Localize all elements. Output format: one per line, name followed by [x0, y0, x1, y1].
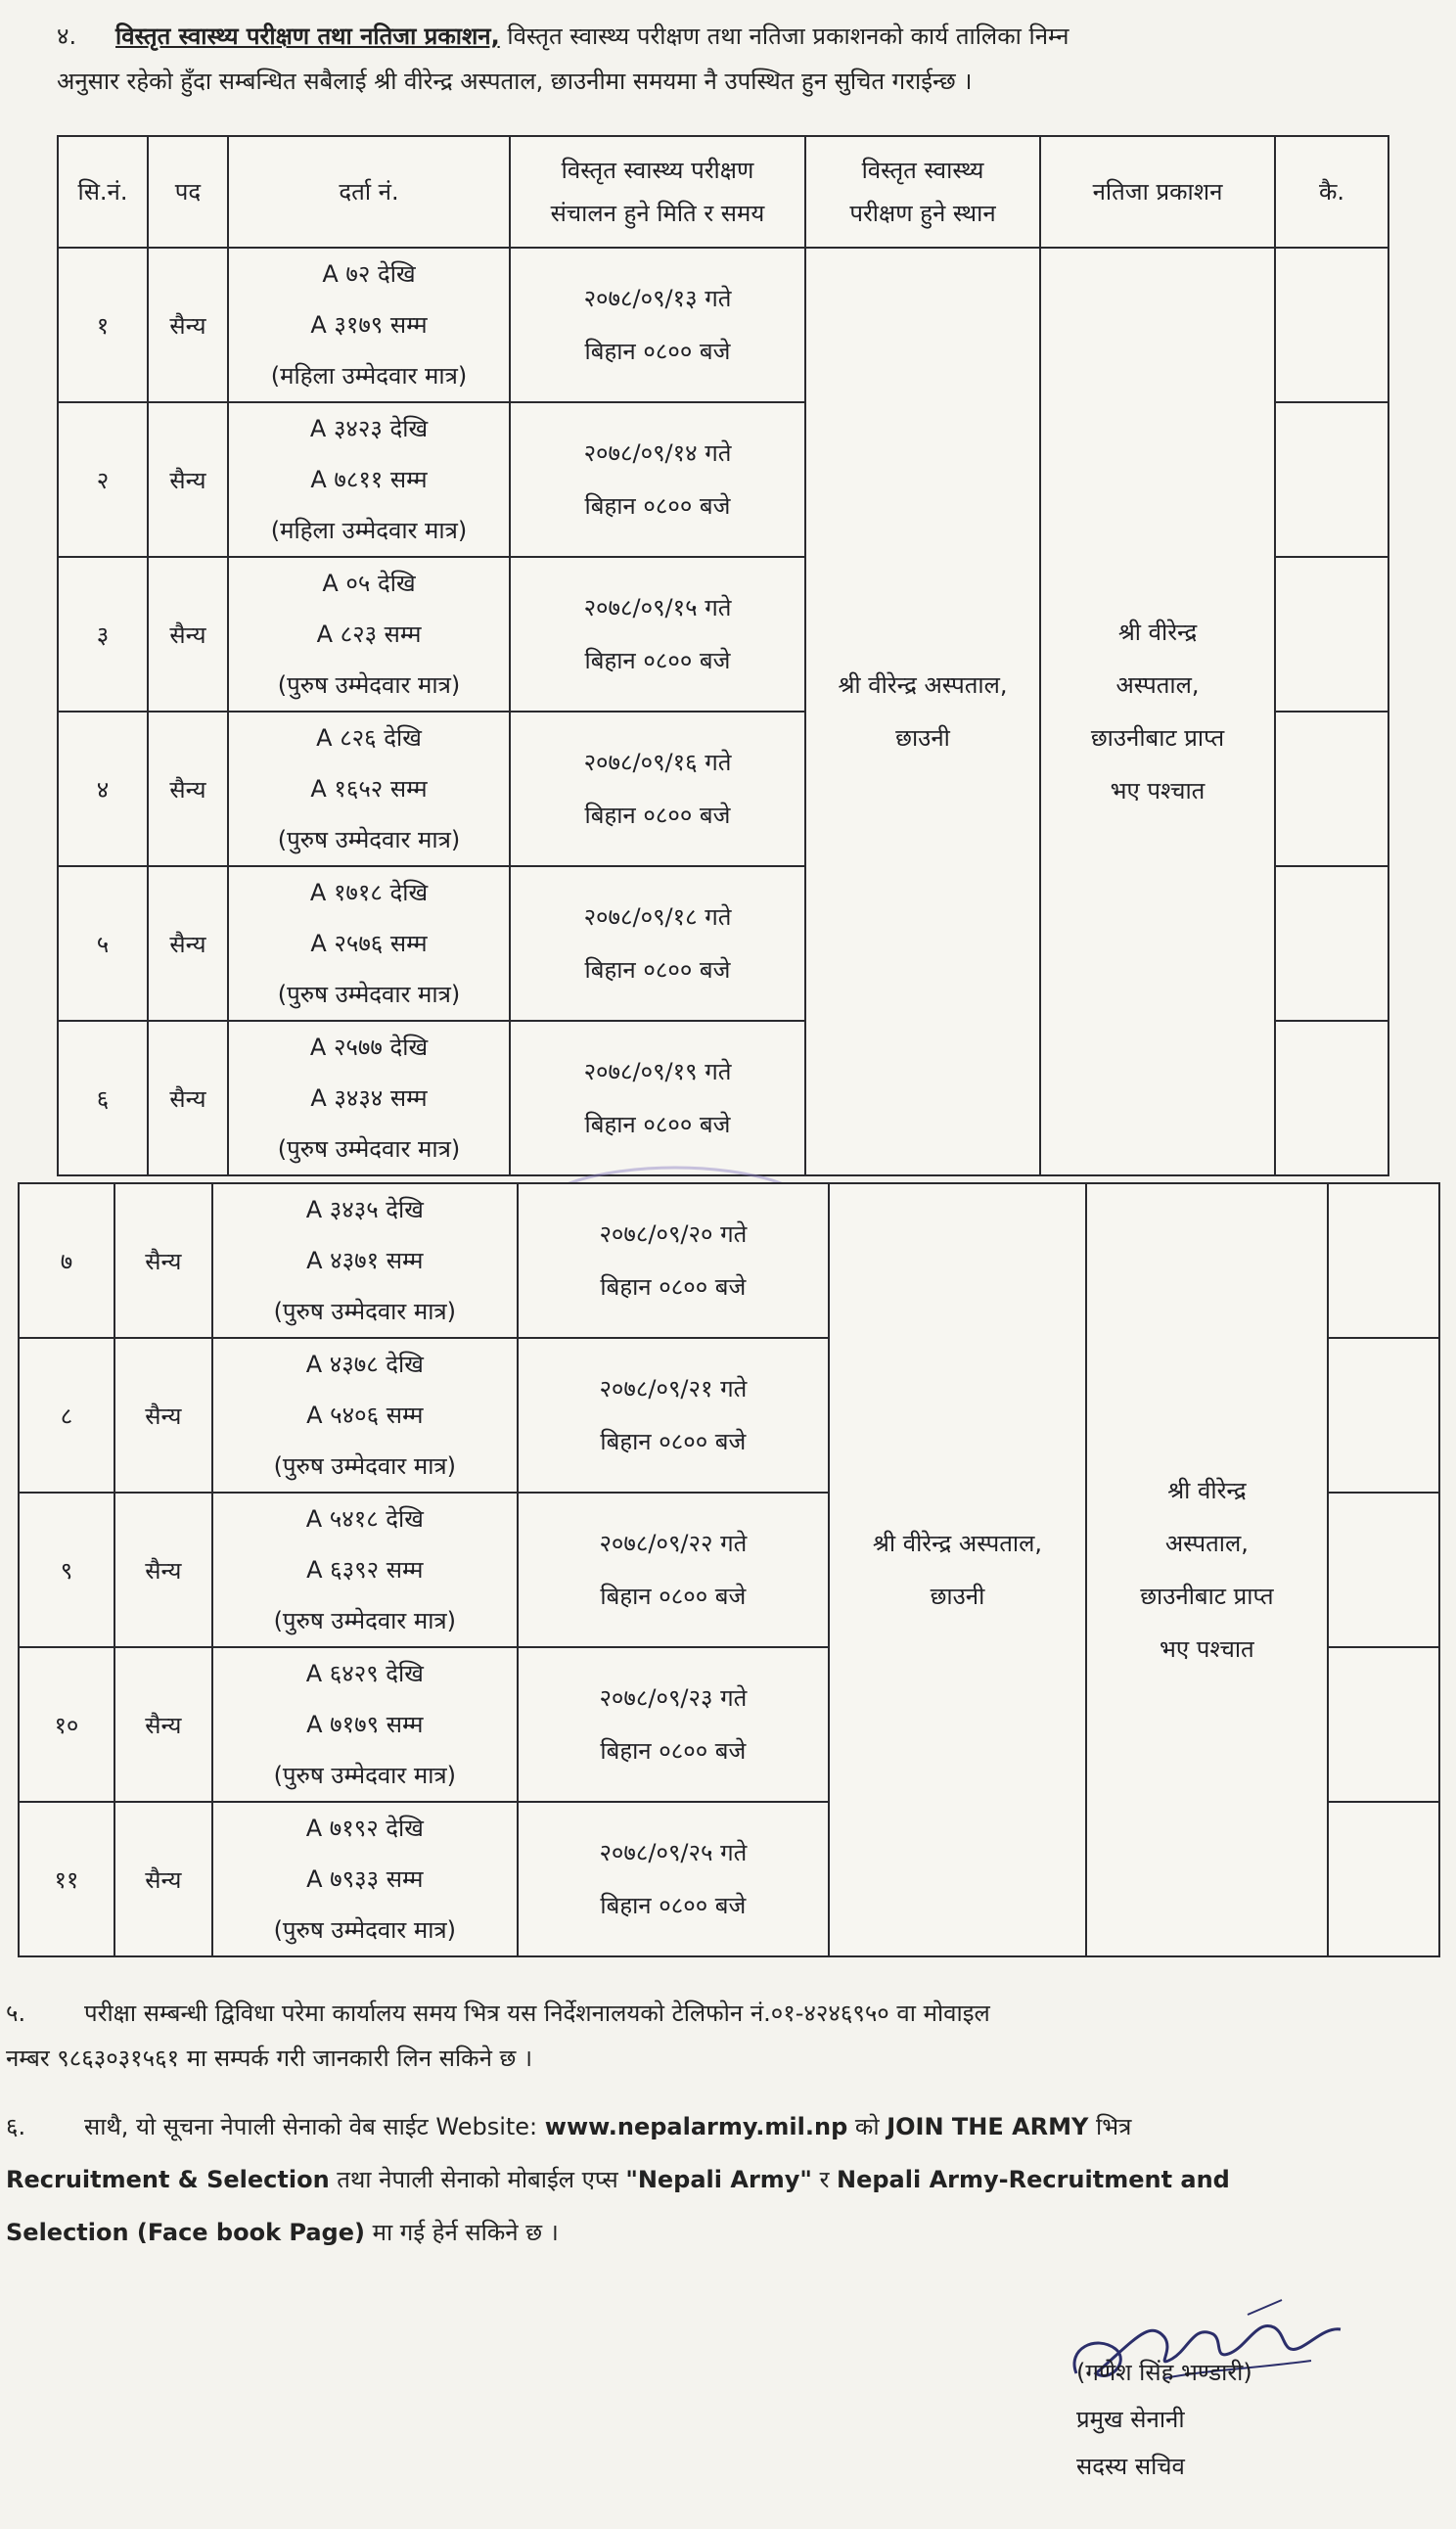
section-6-text: तथा नेपाली सेनाको मोबाईल एप्स	[329, 2166, 626, 2193]
range-note: (पुरुष उम्मेदवार मात्र)	[277, 1135, 461, 1163]
range-to: A ४३७१ सम्म	[306, 1247, 424, 1274]
cell-result-publication: श्री वीरेन्द्र अस्पताल, छाउनीबाट प्राप्त भए पश्चात	[1086, 1183, 1328, 1956]
range-from: A ०५ देखि	[322, 570, 416, 597]
range-to: A ७१७९ सम्म	[306, 1711, 424, 1738]
exam-time: बिहान ०८०० बजे	[584, 647, 731, 674]
section-4-number: ४.	[57, 23, 77, 50]
cell-sn: २	[58, 402, 148, 557]
cell-date-time	[510, 248, 805, 402]
range-to: A ५४०६ सम्म	[306, 1402, 424, 1429]
cell-exam-place: श्री वीरेन्द्र अस्पताल, छाउनी	[805, 248, 1040, 1175]
exam-time: बिहान ०८०० बजे	[600, 1892, 747, 1919]
cell-sn: ३	[58, 557, 148, 712]
range-note: (महिला उम्मेदवार मात्र)	[270, 517, 468, 544]
header-post: पद	[148, 136, 228, 248]
cell-post: सैन्य	[148, 248, 228, 402]
cell-sn: ६	[58, 1021, 148, 1175]
table-header-row	[58, 136, 1388, 248]
facebook-page-label: Nepali Army-Recruitment and	[837, 2166, 1230, 2193]
section-6-text: भित्र	[1088, 2113, 1132, 2140]
cell-registration-range	[212, 1493, 518, 1647]
exam-time: बिहान ०८०० बजे	[584, 492, 731, 520]
range-to: A २५७६ सम्म	[310, 930, 428, 957]
exam-date: २०७८/०९/१३ गते	[583, 285, 732, 312]
cell-registration-range	[228, 557, 510, 712]
cell-result-publication: श्री वीरेन्द्र अस्पताल, छाउनीबाट प्राप्त भए पश्चात	[1040, 248, 1275, 1175]
exam-time: बिहान ०८०० बजे	[600, 1273, 747, 1301]
range-from: A २५७७ देखि	[309, 1034, 429, 1061]
cell-post: सैन्य	[114, 1802, 212, 1956]
cell-date-time	[510, 866, 805, 1021]
exam-date: २०७८/०९/२३ गते	[599, 1684, 748, 1712]
signatory-title: प्रमुख सेनानी	[1076, 2406, 1185, 2433]
signatory-block	[1076, 2349, 1252, 2490]
cell-post: सैन्य	[148, 866, 228, 1021]
section-6	[6, 2100, 1444, 2259]
cell-sn: १०	[19, 1647, 114, 1802]
exam-time: बिहान ०८०० बजे	[600, 1428, 747, 1455]
section-5-number: ५.	[6, 2000, 26, 2027]
cell-registration-range	[228, 248, 510, 402]
exam-time: बिहान ०८०० बजे	[600, 1583, 747, 1610]
cell-registration-range	[212, 1802, 518, 1956]
cell-registration-range	[212, 1647, 518, 1802]
facebook-page-label-cont: Selection (Face book Page)	[6, 2219, 365, 2246]
cell-date-time	[510, 712, 805, 866]
cell-sn: ४	[58, 712, 148, 866]
cell-date-time	[518, 1338, 829, 1493]
section-5-line1: परीक्षा सम्बन्धी द्विविधा परेमा कार्यालय समय भित्र यस निर्देशनालयको टेलिफोन नं.०१-४२४६९५० वा मोवाइल	[84, 2000, 990, 2027]
exam-date: २०७८/०९/२२ गते	[599, 1530, 748, 1557]
cell-remarks	[1275, 1021, 1388, 1175]
exam-date: २०७८/०९/१९ गते	[583, 1058, 732, 1085]
header-date	[510, 136, 805, 248]
range-note: (पुरुष उम्मेदवार मात्र)	[273, 1762, 457, 1789]
range-to: A ७८११ सम्म	[310, 466, 428, 493]
section-6-text: र	[811, 2166, 838, 2193]
exam-time: बिहान ०८०० बजे	[584, 956, 731, 984]
cell-sn: ७	[19, 1183, 114, 1338]
cell-sn: ११	[19, 1802, 114, 1956]
range-note: (पुरुष उम्मेदवार मात्र)	[277, 981, 461, 1008]
cell-date-time	[518, 1647, 829, 1802]
section-6-text: साथै, यो सूचना नेपाली सेनाको वेब साईट Website:	[84, 2113, 545, 2140]
range-note: (पुरुष उम्मेदवार मात्र)	[273, 1916, 457, 1944]
section-4-text-line1: विस्तृत स्वास्थ्य परीक्षण तथा नतिजा प्रकाशनको कार्य तालिका निम्न	[507, 23, 1069, 50]
cell-remarks	[1328, 1802, 1439, 1956]
recruitment-selection-label: Recruitment & Selection	[6, 2166, 330, 2193]
range-to: A १६५२ सम्म	[310, 775, 428, 803]
exam-date: २०७८/०९/१८ गते	[583, 903, 732, 931]
cell-remarks	[1275, 712, 1388, 866]
cell-remarks	[1275, 402, 1388, 557]
range-note: (पुरुष उम्मेदवार मात्र)	[273, 1607, 457, 1634]
range-from: A ७२ देखि	[322, 260, 416, 288]
section-4-text-line2: अनुसार रहेको हुँदा सम्बन्धित सबैलाई श्री वीरेन्द्र अस्पताल, छाउनीमा समयमा नै उपस्थित हुन सुचित गराईन्छ ।	[57, 68, 973, 95]
cell-sn: ५	[58, 866, 148, 1021]
header-date-line1: विस्तृत स्वास्थ्य परीक्षण	[561, 157, 754, 184]
range-note: (पुरुष उम्मेदवार मात्र)	[273, 1452, 457, 1480]
range-from: A ५४१८ देखि	[305, 1505, 424, 1533]
exam-date: २०७८/०९/२५ गते	[599, 1839, 748, 1866]
range-from: A ३४३५ देखि	[305, 1196, 424, 1223]
app-name-label: "Nepali Army"	[625, 2166, 812, 2193]
cell-registration-range	[228, 402, 510, 557]
exam-date: २०७८/०९/१५ गते	[583, 594, 732, 621]
schedule-table-part-1	[57, 135, 1389, 1176]
cell-remarks	[1328, 1647, 1439, 1802]
table-row	[19, 1183, 1439, 1338]
cell-registration-range	[228, 1021, 510, 1175]
range-from: A ४३७८ देखि	[305, 1351, 424, 1378]
schedule-table-part-2	[18, 1182, 1440, 1957]
cell-remarks	[1328, 1338, 1439, 1493]
cell-sn: ८	[19, 1338, 114, 1493]
section-6-number: ६.	[6, 2113, 26, 2140]
header-registration: दर्ता नं.	[228, 136, 510, 248]
range-from: A ८२६ देखि	[316, 724, 422, 752]
cell-date-time	[510, 557, 805, 712]
range-note: (पुरुष उम्मेदवार मात्र)	[277, 671, 461, 699]
cell-date-time	[518, 1493, 829, 1647]
exam-time: बिहान ०८०० बजे	[584, 802, 731, 829]
cell-date-time	[518, 1802, 829, 1956]
cell-date-time	[510, 402, 805, 557]
cell-post: सैन्य	[148, 1021, 228, 1175]
cell-post: सैन्य	[114, 1647, 212, 1802]
website-link[interactable]: www.nepalarmy.mil.np	[544, 2113, 848, 2140]
cell-date-time	[510, 1021, 805, 1175]
cell-post: सैन्य	[114, 1493, 212, 1647]
exam-time: बिहान ०८०० बजे	[600, 1737, 747, 1765]
header-place	[805, 136, 1040, 248]
range-to: A ६३९२ सम्म	[306, 1556, 424, 1584]
section-5	[6, 1991, 1434, 2081]
cell-date-time	[518, 1183, 829, 1338]
cell-sn: १	[58, 248, 148, 402]
cell-post: सैन्य	[114, 1338, 212, 1493]
header-place-line2: परीक्षण हुने स्थान	[849, 200, 996, 227]
cell-registration-range	[228, 712, 510, 866]
exam-date: २०७८/०९/२० गते	[599, 1220, 748, 1248]
join-the-army-label: JOIN THE ARMY	[887, 2113, 1089, 2140]
range-from: A ३४२३ देखि	[309, 415, 429, 442]
exam-time: बिहान ०८०० बजे	[584, 1111, 731, 1138]
cell-registration-range	[212, 1338, 518, 1493]
cell-registration-range	[212, 1183, 518, 1338]
cell-sn: ९	[19, 1493, 114, 1647]
cell-post: सैन्य	[148, 557, 228, 712]
cell-remarks	[1275, 866, 1388, 1021]
cell-remarks	[1328, 1183, 1439, 1338]
cell-remarks	[1275, 557, 1388, 712]
cell-remarks	[1275, 248, 1388, 402]
range-to: A ७९३३ सम्म	[306, 1865, 424, 1893]
range-note: (पुरुष उम्मेदवार मात्र)	[277, 826, 461, 853]
section-5-line2: नम्बर ९८६३०३१५६१ मा सम्पर्क गरी जानकारी लिन सकिने छ ।	[6, 2045, 533, 2072]
cell-post: सैन्य	[148, 712, 228, 866]
header-remarks: कै.	[1275, 136, 1388, 248]
cell-post: सैन्य	[148, 402, 228, 557]
range-to: A ८२३ सम्म	[316, 621, 422, 648]
section-4	[57, 14, 1427, 104]
cell-remarks	[1328, 1493, 1439, 1647]
section-4-heading: विस्तृत स्वास्थ्य परीक्षण तथा नतिजा प्रकाशन,	[115, 23, 500, 50]
header-sn: सि.नं.	[58, 136, 148, 248]
cell-registration-range	[228, 866, 510, 1021]
section-6-text: मा गई हेर्न सकिने छ ।	[364, 2219, 559, 2246]
exam-date: २०७८/०९/२१ गते	[599, 1375, 748, 1402]
exam-date: २०७८/०९/१४ गते	[583, 439, 732, 467]
section-6-text: को	[847, 2113, 887, 2140]
signatory-name: (गणेश सिंह भण्डारी)	[1076, 2359, 1252, 2386]
header-date-line2: संचालन हुने मिति र समय	[550, 200, 765, 227]
range-to: A ३१७९ सम्म	[310, 311, 428, 339]
header-result: नतिजा प्रकाशन	[1040, 136, 1275, 248]
table-row	[58, 248, 1388, 402]
header-place-line1: विस्तृत स्वास्थ्य	[861, 157, 984, 184]
range-from: A ६४२९ देखि	[305, 1660, 424, 1687]
range-from: A ७१९२ देखि	[305, 1815, 424, 1842]
cell-post: सैन्य	[114, 1183, 212, 1338]
range-note: (पुरुष उम्मेदवार मात्र)	[273, 1298, 457, 1325]
range-note: (महिला उम्मेदवार मात्र)	[270, 362, 468, 390]
range-from: A १७१८ देखि	[309, 879, 429, 906]
exam-date: २०७८/०९/१६ गते	[583, 749, 732, 776]
cell-exam-place: श्री वीरेन्द्र अस्पताल, छाउनी	[829, 1183, 1086, 1956]
signatory-role: सदस्य सचिव	[1076, 2453, 1185, 2480]
range-to: A ३४३४ सम्म	[310, 1084, 428, 1112]
exam-time: बिहान ०८०० बजे	[584, 338, 731, 365]
